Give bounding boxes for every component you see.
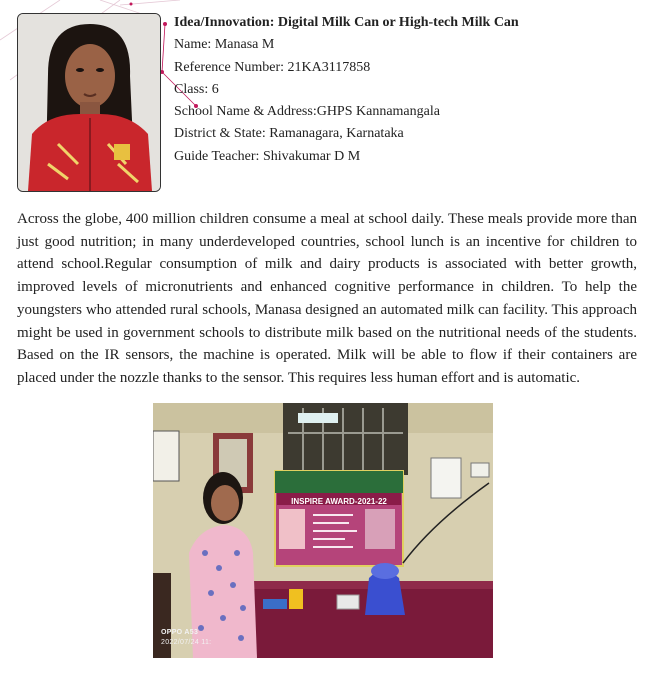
student-class: Class: 6 — [174, 81, 219, 97]
student-portrait — [17, 13, 161, 192]
district-state: District & State: Ramanagara, Karnataka — [174, 126, 404, 142]
camera-watermark-device: OPPO A53 — [161, 629, 199, 636]
school-name: School Name & Address:GHPS Kannamangala — [174, 104, 440, 120]
idea-title: Idea/Innovation: Digital Milk Can or High-tech Milk Can — [174, 15, 519, 30]
banner-title: INSPIRE AWARD-2021-22 — [291, 497, 387, 506]
student-info — [174, 12, 519, 168]
project-photo — [153, 403, 493, 658]
camera-watermark-date: 2022/07/24 11: — [161, 639, 212, 646]
guide-teacher: Guide Teacher: Shivakumar D M — [174, 148, 361, 164]
student-name: Name: Manasa M — [174, 37, 275, 53]
project-description: Across the globe, 400 million children consume a meal at school daily. These meals provide more than just good nutrition; in many underdeveloped countries, school lunch is an incentive for children to attend school.Regular consumption of milk and dairy products is associated with better growth, improved levels of micronutrients and enhanced cognitive performance in children. To help the youngsters who attended rural schools, Manasa designed an automated milk can facility. This approach might be used in government schools to distribute milk based on the nutritional needs of the students. Based on the IR sensors, the machine is operated. Milk will be able to flow if their containers are placed under the nozzle thanks to the sensor. This requires less human effort and is automatic. — [17, 211, 637, 386]
reference-number: Reference Number: 21KA3117858 — [174, 59, 371, 75]
